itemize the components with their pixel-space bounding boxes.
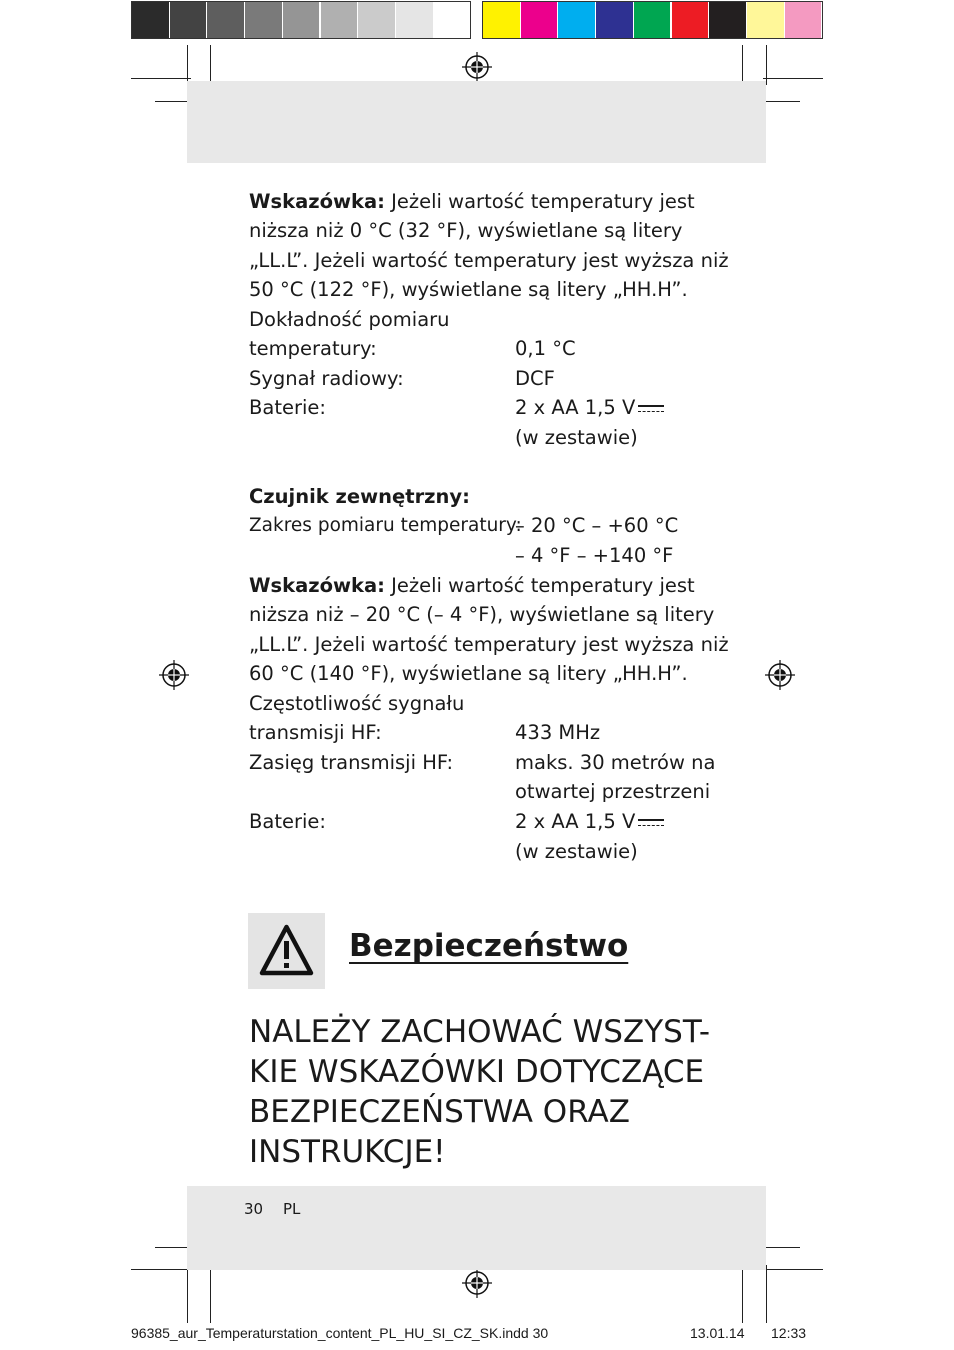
section-title: Czujnik zewnętrzny: — [249, 485, 470, 508]
color-swatch — [521, 2, 558, 38]
spec-value-note: (w zestawie) — [515, 426, 638, 449]
crop-mark — [131, 1269, 191, 1270]
crop-mark — [762, 1247, 800, 1248]
color-swatch — [396, 2, 433, 38]
spec-label: Zakres pomiaru temperatury: — [249, 515, 522, 536]
registration-mark-icon — [462, 52, 492, 82]
note-line: niższa niż 0 °C (32 °F), wyświetlane są litery — [249, 219, 683, 242]
note-line: 60 °C (140 °F), wyświetlane są litery „HH.H”. — [249, 662, 688, 685]
spec-value: 2 x AA 1,5 V — [515, 393, 664, 423]
color-swatch — [170, 2, 207, 38]
direct-current-symbol-icon — [638, 817, 664, 829]
color-swatch — [558, 2, 595, 38]
crop-mark — [766, 1265, 767, 1323]
note-line: niższa niż – 20 °C (– 4 °F), wyświetlane są litery — [249, 603, 715, 626]
crop-mark — [210, 1265, 211, 1323]
color-swatch — [672, 2, 709, 38]
color-swatch — [434, 2, 471, 38]
note-label: Wskazówka: — [249, 190, 385, 213]
crop-mark — [763, 78, 823, 79]
crop-mark — [210, 45, 211, 85]
note-paragraph: Wskazówka: Jeżeli wartość temperatury jest — [249, 190, 695, 213]
crop-mark — [762, 101, 800, 102]
spec-label: Częstotliwość sygnału — [249, 692, 465, 715]
crop-mark — [766, 45, 767, 85]
color-swatch — [634, 2, 671, 38]
warning-triangle-icon — [248, 913, 325, 989]
color-swatch — [483, 2, 520, 38]
spec-label: transmisji HF: — [249, 721, 382, 744]
crop-mark — [742, 45, 743, 85]
language-code: PL — [283, 1200, 301, 1218]
crop-mark — [187, 1265, 188, 1323]
color-swatch — [283, 2, 320, 38]
warning-icon-box — [248, 913, 325, 989]
slug-date: 13.01.14 — [690, 1325, 745, 1341]
page-footer-band — [187, 1186, 766, 1270]
color-swatch — [785, 2, 822, 38]
color-swatch — [747, 2, 784, 38]
safety-heading: Bezpieczeństwo — [349, 928, 629, 964]
color-swatch — [709, 2, 746, 38]
note-line: 50 °C (122 °F), wyświetlane są litery „HH.H”. — [249, 278, 688, 301]
registration-mark-icon — [462, 1268, 492, 1298]
slug-filename: 96385_aur_Temperaturstation_content_PL_HU_SI_CZ_SK.indd 30 — [131, 1325, 549, 1341]
safety-warning-line: NALEŻY ZACHOWAĆ WSZYST- — [249, 1014, 711, 1050]
spec-value: 2 x AA 1,5 V — [515, 807, 664, 837]
spec-value: – 4 °F – +140 °F — [515, 544, 674, 567]
safety-warning-line: BEZPIECZEŃSTWA ORAZ — [249, 1094, 630, 1130]
color-swatch — [358, 2, 395, 38]
safety-warning-line: KIE WSKAZÓWKI DOTYCZĄCE — [249, 1054, 705, 1090]
spec-label: Baterie: — [249, 810, 326, 833]
registration-mark-icon — [159, 660, 189, 690]
slug-time: 12:33 — [771, 1325, 807, 1341]
crop-mark — [763, 1269, 823, 1270]
page-number: 30 — [244, 1200, 264, 1218]
safety-warning-line: INSTRUKCJE! — [249, 1134, 446, 1170]
color-swatch — [596, 2, 633, 38]
spec-value: 0,1 °C — [515, 337, 576, 360]
spec-value-note: (w zestawie) — [515, 840, 638, 863]
note-line: „LL.L”. Jeżeli wartość temperatury jest wyższa niż — [249, 633, 729, 656]
color-swatch — [245, 2, 282, 38]
spec-label: Zasięg transmisji HF: — [249, 751, 454, 774]
spec-value: maks. 30 metrów na — [515, 751, 716, 774]
registration-mark-icon — [765, 660, 795, 690]
crop-mark — [742, 1265, 743, 1323]
spec-label: temperatury: — [249, 337, 377, 360]
page-header-band — [187, 81, 766, 163]
color-swatch — [321, 2, 358, 38]
color-swatch — [132, 2, 169, 38]
spec-label: Dokładność pomiaru — [249, 308, 450, 331]
safety-warning-text — [249, 1012, 719, 1172]
spec-value: otwartej przestrzeni — [515, 780, 711, 803]
note-label: Wskazówka: — [249, 574, 385, 597]
crop-mark — [131, 78, 191, 79]
color-swatch — [207, 2, 244, 38]
spec-label: Baterie: — [249, 396, 326, 419]
note-line: „LL.L”. Jeżeli wartość temperatury jest wyższa niż — [249, 249, 729, 272]
spec-label: Sygnał radiowy: — [249, 367, 404, 390]
spec-value: 433 MHz — [515, 721, 601, 744]
direct-current-symbol-icon — [638, 403, 664, 415]
crop-mark — [187, 45, 188, 85]
note-paragraph: Wskazówka: Jeżeli wartość temperatury jest — [249, 574, 695, 597]
spec-value: – 20 °C – +60 °C — [515, 514, 679, 537]
spec-value: DCF — [515, 367, 555, 390]
